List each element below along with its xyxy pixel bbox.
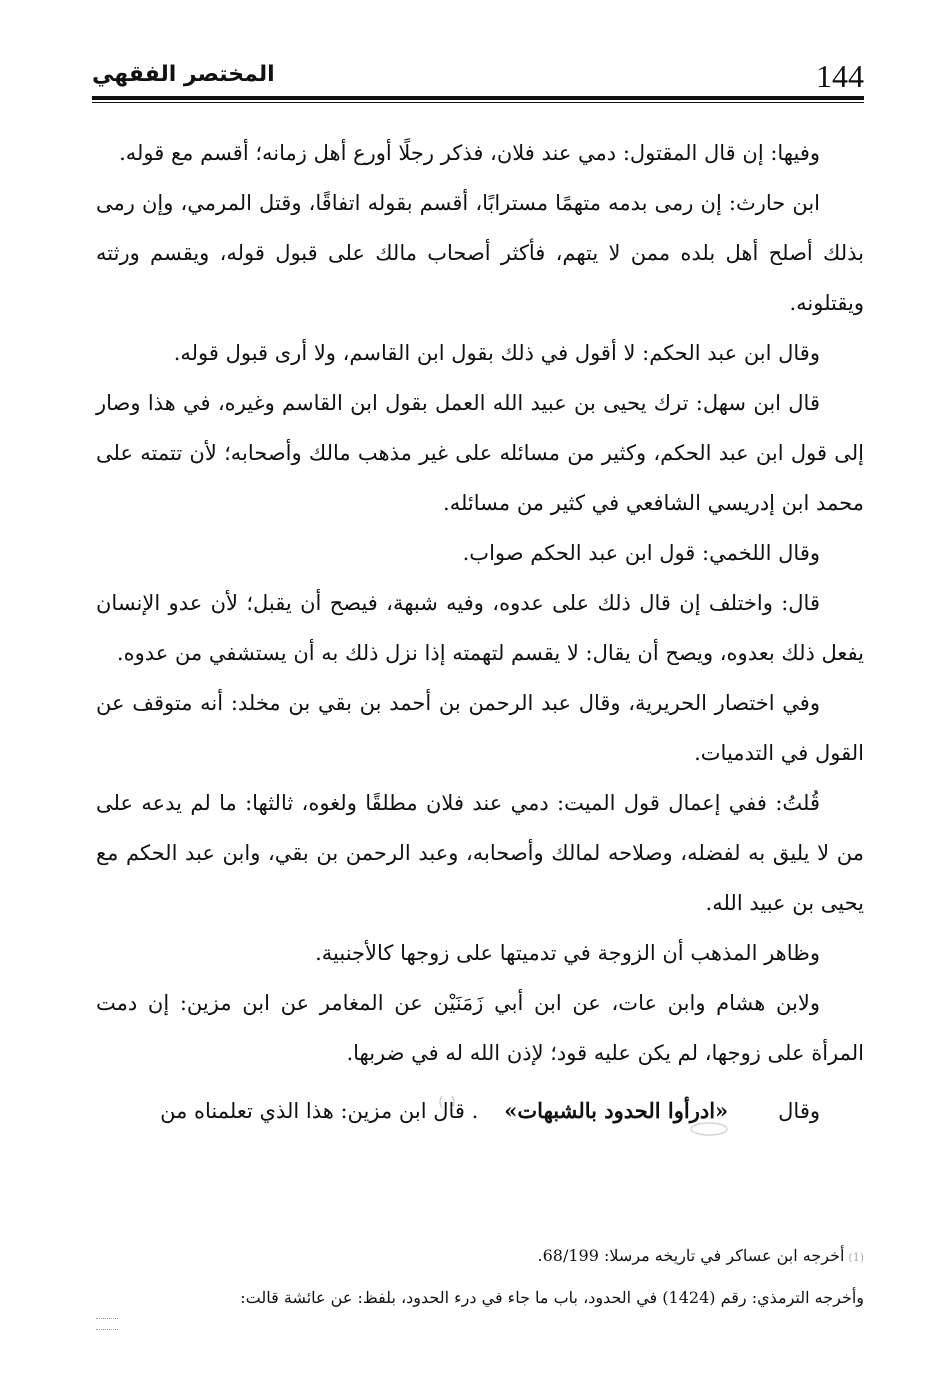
page-header: [92, 56, 864, 96]
paragraph: وقال اللخمي: قول ابن عبد الحكم صواب.: [462, 541, 820, 565]
hadith-quote: «ادرأوا الحدود بالشبهات»: [504, 1098, 729, 1123]
paragraph: ولابن هشام وابن عات، عن ابن أبي زَمَنَيْن عن المغامر عن ابن مزين: إن دمت المرأة على زوجها، لم يكن عليه قود؛ لإذن الله له في ضربها.: [96, 991, 864, 1065]
paragraph-rest: . قال ابن مزين: هذا الذي تعلمناه من: [160, 1099, 479, 1123]
honorific-glyph-icon: [732, 1105, 774, 1121]
footnote-reference-icon: [480, 1078, 502, 1094]
paragraph: وفي اختصار الحريرية، وقال عبد الرحمن بن أحمد بن بقي بن مخلد: أنه متوقف عن القول في التدميات.: [96, 691, 864, 765]
header-rule-thin: [92, 102, 864, 103]
paragraph-lead: وقال: [778, 1099, 820, 1123]
paragraph: وظاهر المذهب أن الزوجة في تدميتها على زوجها كالأجنبية.: [315, 941, 820, 965]
scan-artifact: [96, 1318, 118, 1330]
page-number: 144: [816, 58, 864, 94]
footnotes: [96, 1236, 864, 1318]
paragraph: ابن حارث: إن رمى بدمه متهمًا مسترابًا، أقسم بقوله اتفاقًا، وقتل المرمي، وإن رمى بذلك أصلح أهل بلده ممن لا يتهم، فأكثر أصحاب مالك على قبول قوله، ويقسم ورثته ويقتلونه.: [96, 191, 864, 315]
footnote-2: وأخرجه الترمذي: رقم (1424) في الحدود، باب ما جاء في درء الحدود، بلفظ: عن عائشة قالت:: [240, 1288, 864, 1307]
footnote-1: [96, 1236, 864, 1278]
paragraph: قال: واختلف إن قال ذلك على عدوه، وفيه شبهة، فيصح أن يقبل؛ لأن عدو الإنسان يفعل ذلك بعدوه، ويصح أن يقال: لا يقسم لتهمته إذا نزل ذلك به أن يستشفي من عدوه.: [96, 591, 864, 665]
book-title: المختصر الفقهي: [92, 62, 275, 87]
paragraph-last: [96, 1078, 864, 1136]
footnote-marker: (1): [848, 1251, 864, 1264]
header-rule-thick: [92, 96, 864, 100]
paragraph: قال ابن سهل: ترك يحيى بن عبيد الله العمل بقول ابن القاسم وغيره، في هذا وصار إلى قول ابن عبد الحكم، وكثير من مسائله على غير مذهب مالك وأصحابه؛ لأن تتمته على محمد ابن إدريسي الشافعي في كثير من مسائله.: [96, 391, 864, 515]
footnote-text: أخرجه ابن عساكر في تاريخه مرسلا: 68/199.: [537, 1246, 845, 1265]
paragraph: وقال ابن عبد الحكم: لا أقول في ذلك بقول ابن القاسم، ولا أرى قبول قوله.: [173, 341, 820, 365]
main-text: [96, 128, 864, 1136]
paragraph: قُلتُ: ففي إعمال قول الميت: دمي عند فلان مطلقًا ولغوه، ثالثها: ما لم يدعه على من لا يليق به لفضله، وصلاحه لمالك وأصحابه، وعبد الرحمن بن بقي، وابن عبد الحكم مع يحيى بن عبيد الله.: [96, 791, 864, 915]
paragraph: وفيها: إن قال المقتول: دمي عند فلان، فذكر رجلًا أورع أهل زمانه؛ أقسم مع قوله.: [119, 141, 820, 165]
